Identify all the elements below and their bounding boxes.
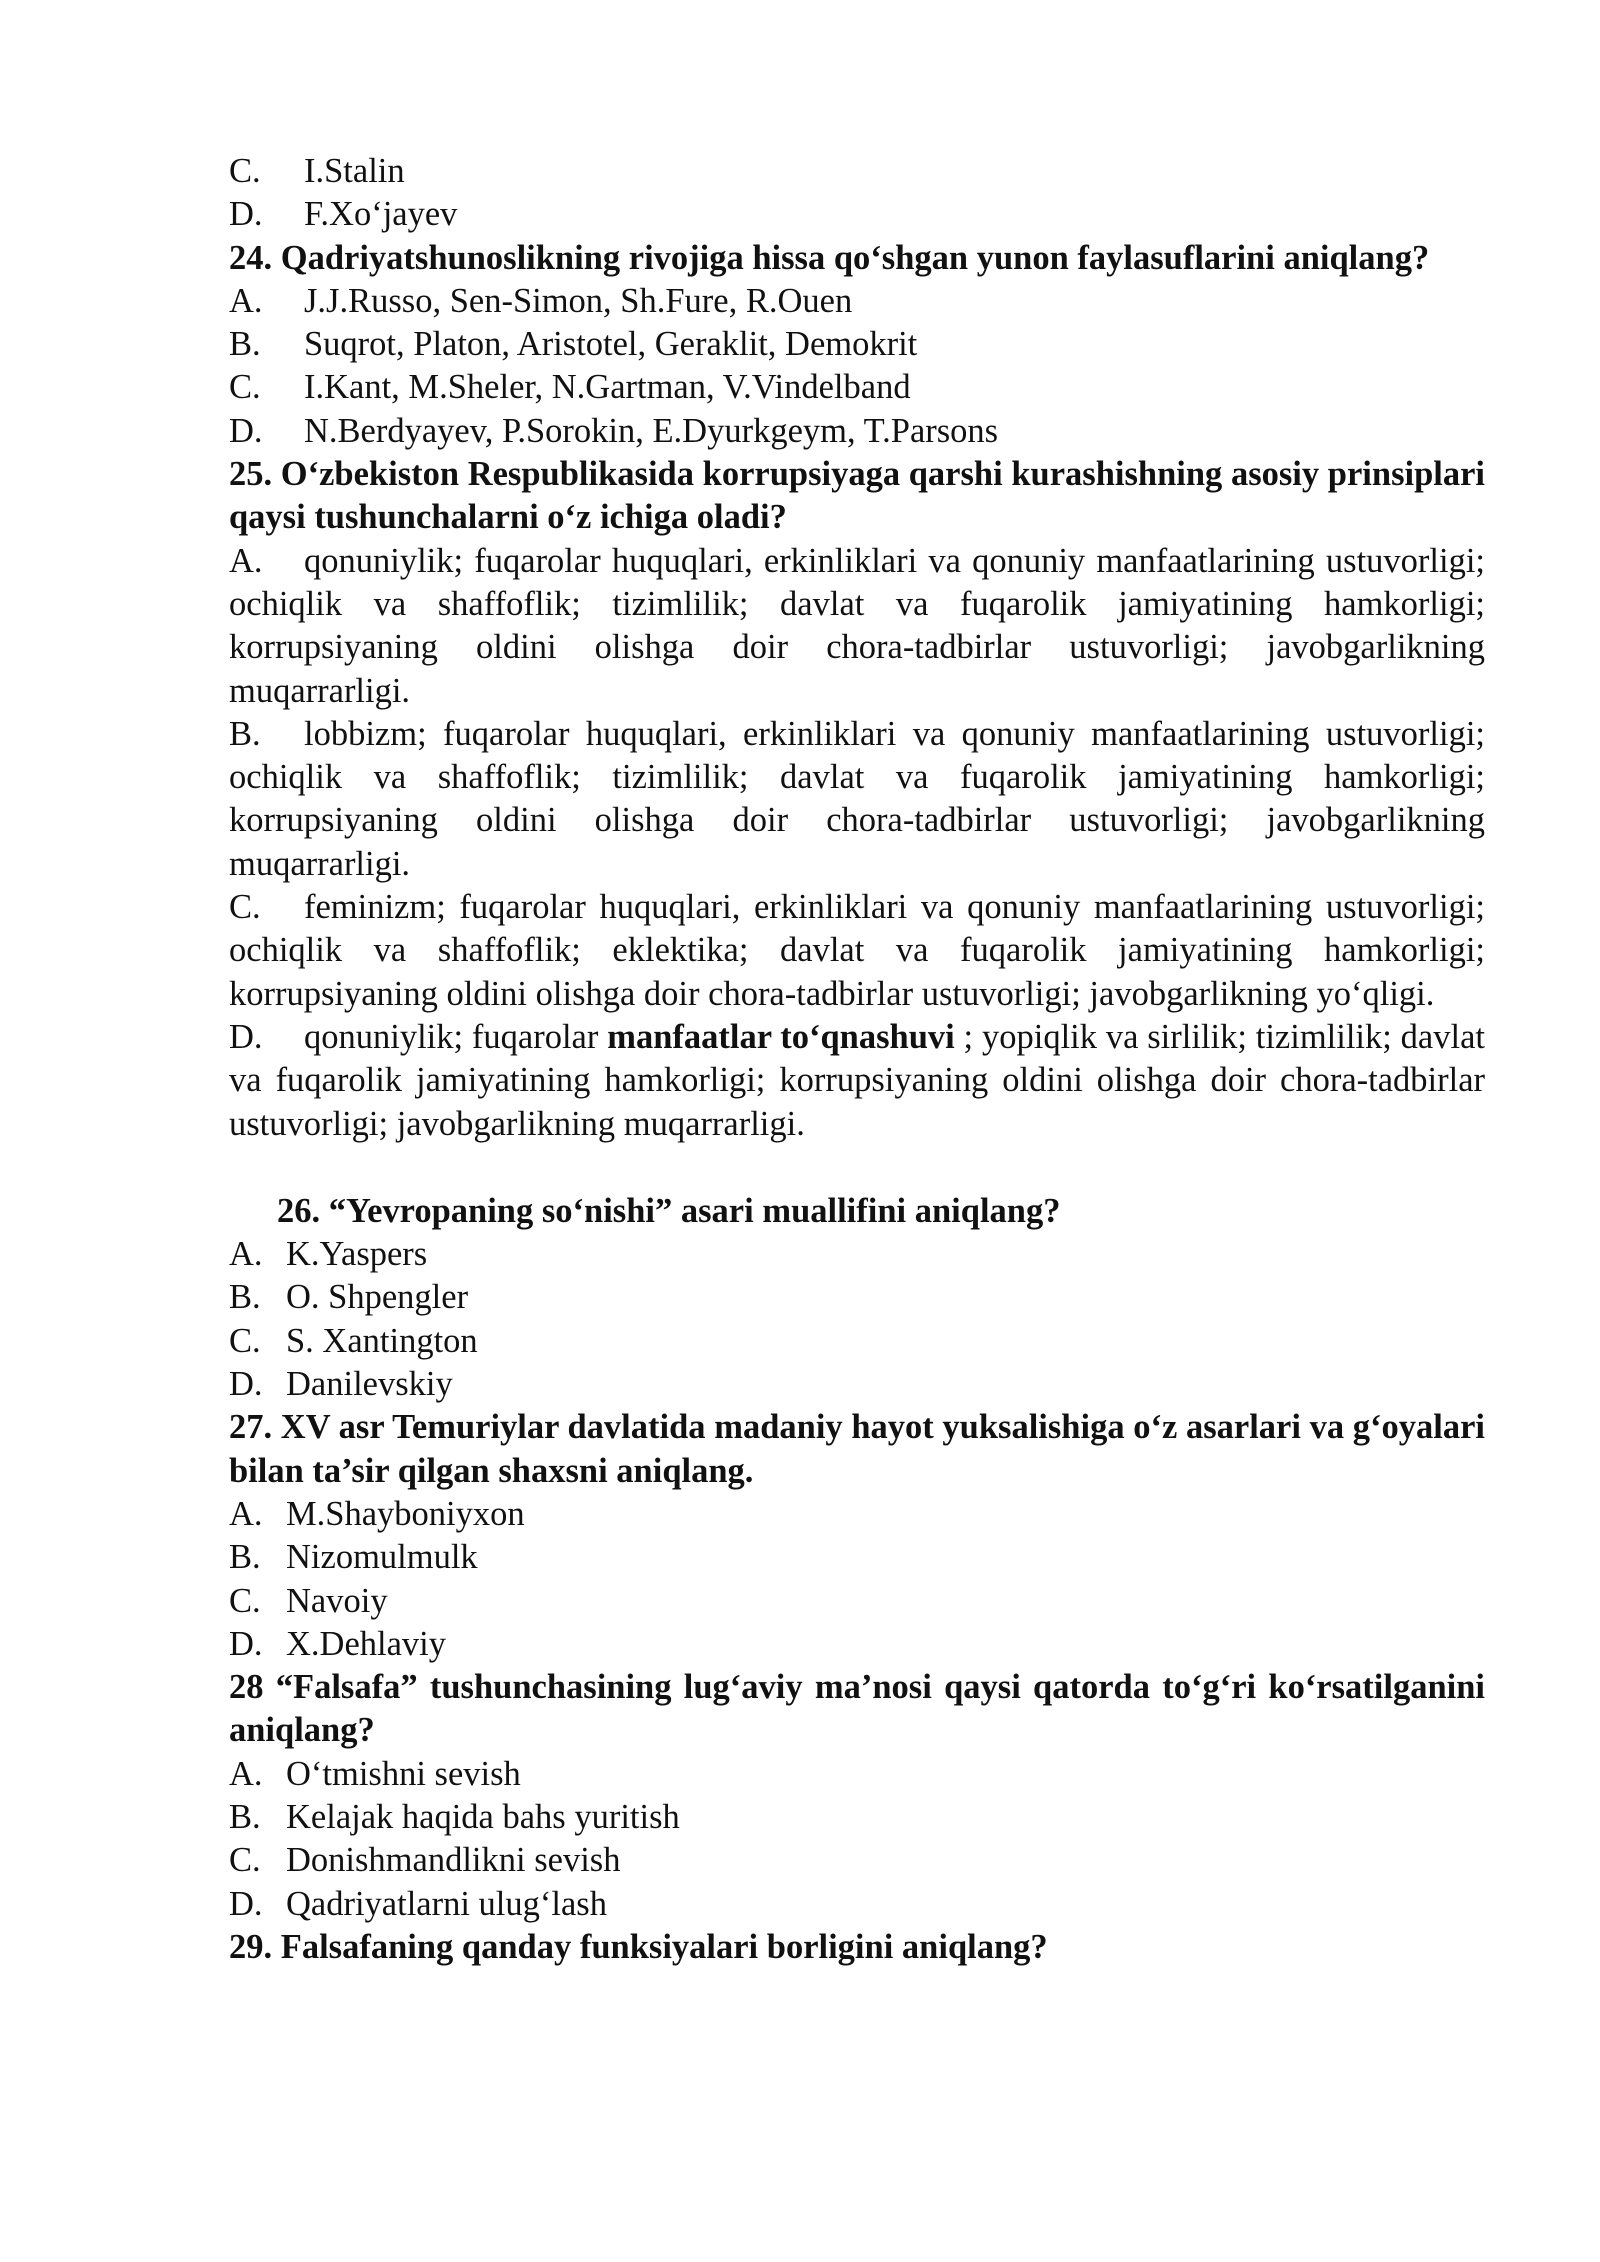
question-28-options: [229, 1753, 1485, 1926]
option-letter: D.: [229, 411, 263, 450]
question-25: 25. O‘zbekiston Respublikasida korrupsiyaga qarshi kurashishning asosiy prinsiplari qaysi tushunchalarni o‘z ichiga oladi?: [229, 455, 1485, 537]
option-letter: D.: [229, 1884, 263, 1923]
option-text: X.Dehlaviy: [286, 1624, 447, 1663]
option-text: lobbizm; fuqarolar huquqlari, erkinliklari va qonuniy manfaatlarining ustuvorligi; ochiqlik va shaffoflik; tizimlilik; davlat va fuqarolik jamiyatining hamkorligi; korrupsiyaning oldini olishga doir chora-tadbirlar ustuvorligi; javobgarlikning muqarrarligi.: [229, 714, 1485, 883]
answer-option: [229, 150, 1485, 193]
option-letter: D.: [229, 195, 263, 234]
option-text: O‘tmishni sevish: [286, 1754, 521, 1793]
question-27-options: [229, 1493, 1485, 1666]
answer-option: [229, 1493, 1485, 1536]
option-text: K.Yaspers: [286, 1235, 428, 1274]
option-text: Qadriyatlarni ulug‘lash: [286, 1884, 607, 1923]
question-26: 26. “Yevropaning so‘nishi” asari muallifini aniqlang?: [277, 1191, 1061, 1230]
option-text: Suqrot, Platon, Aristotel, Geraklit, Demokrit: [304, 325, 918, 364]
answer-option: [229, 366, 1485, 409]
option-text: O. Shpengler: [286, 1278, 469, 1317]
answer-option: [229, 886, 1485, 1016]
option-text-after: ; yopiqlik va sirlilik; tizimlilik; davlat va fuqarolik jamiyatining hamkorligi; korrupsiyaning oldini olishga doir chora-tadbirlar ustuvorligi; javobgarlikning muqarrarligi.: [229, 1017, 1485, 1143]
option-text-before: qonuniylik; fuqarolar: [304, 1017, 608, 1056]
option-letter: B.: [229, 1797, 261, 1836]
option-letter: B.: [229, 1538, 261, 1577]
answer-option: [229, 713, 1485, 886]
option-letter: C.: [229, 888, 261, 927]
option-letter: A.: [229, 1494, 263, 1533]
answer-option: [229, 1363, 1485, 1406]
option-letter: C.: [229, 1841, 261, 1880]
option-text: Navoiy: [286, 1581, 388, 1620]
option-letter: B.: [229, 1278, 261, 1317]
question-29: 29. Falsafaning qanday funksiyalari borligini aniqlang?: [229, 1927, 1048, 1966]
option-letter: A.: [229, 541, 263, 580]
option-letter: C.: [229, 1321, 261, 1360]
answer-option: [229, 1276, 1485, 1319]
option-text-bold: manfaatlar to‘qnashuvi: [607, 1017, 955, 1056]
answer-option: [229, 1839, 1485, 1882]
answer-option: [229, 323, 1485, 366]
question-27: 27. XV asr Temuriylar davlatida madaniy hayot yuksalishiga o‘z asarlari va g‘oyalari bilan ta’sir qilgan shaxsni aniqlang.: [229, 1408, 1485, 1490]
option-text: I.Stalin: [304, 152, 405, 190]
option-letter: B.: [229, 714, 261, 753]
option-text: qonuniylik; fuqarolar huquqlari, erkinliklari va qonuniy manfaatlarining ustuvorligi; ochiqlik va shaffoflik; tizimlilik; davlat va fuqarolik jamiyatining hamkorligi; korrupsiyaning oldini olishga doir chora-tadbirlar ustuvorligi; javobgarlikning muqarrarligi.: [229, 541, 1485, 710]
answer-option: [229, 1320, 1485, 1363]
prev-question-options: [229, 150, 1485, 237]
question-25-options: [229, 540, 1485, 1146]
option-letter: A.: [229, 1754, 263, 1793]
question-24-options: [229, 280, 1485, 453]
option-text: S. Xantington: [286, 1321, 478, 1360]
answer-option: [229, 193, 1485, 236]
answer-option: [229, 1580, 1485, 1623]
document-page: [229, 150, 1485, 1969]
answer-option: [229, 410, 1485, 453]
spacer: [229, 1146, 1485, 1190]
question-28: 28 “Falsafa” tushunchasining lug‘aviy ma’nosi qaysi qatorda to‘g‘ri ko‘rsatilganini aniqlang?: [229, 1668, 1485, 1750]
answer-option: [229, 1796, 1485, 1839]
answer-option: [229, 1233, 1485, 1276]
option-letter: C.: [229, 368, 261, 407]
option-letter: D.: [229, 1365, 263, 1404]
option-text: Donishmandlikni sevish: [286, 1841, 621, 1880]
option-text: F.Xo‘jayev: [304, 195, 458, 234]
option-letter: C.: [229, 1581, 261, 1620]
option-text: Nizomulmulk: [286, 1538, 478, 1577]
option-letter: A.: [229, 1235, 263, 1274]
option-text: feminizm; fuqarolar huquqlari, erkinliklari va qonuniy manfaatlarining ustuvorligi; ochiqlik va shaffoflik; eklektika; davlat va fuqarolik jamiyatining hamkorligi; korrupsiyaning oldini olishga doir chora-tadbirlar ustuvorligi; javobgarlikning yo‘qligi.: [229, 888, 1485, 1013]
option-letter: C.: [229, 152, 261, 190]
option-text: Kelajak haqida bahs yuritish: [286, 1797, 680, 1836]
answer-option: [229, 1883, 1485, 1926]
answer-option: [229, 540, 1485, 713]
question-26-options: [229, 1233, 1485, 1406]
answer-option: [229, 280, 1485, 323]
option-letter: D.: [229, 1017, 263, 1056]
answer-option: [229, 1016, 1485, 1146]
question-24: 24. Qadriyatshunoslikning rivojiga hissa qo‘shgan yunon faylasuflarini aniqlang?: [229, 238, 1430, 277]
option-text: Danilevskiy: [286, 1365, 453, 1404]
option-text: N.Berdyayev, P.Sorokin, E.Dyurkgeym, T.Parsons: [304, 411, 999, 450]
answer-option: [229, 1753, 1485, 1796]
option-text: J.J.Russo, Sen-Simon, Sh.Fure, R.Ouen: [304, 281, 853, 320]
option-text: M.Shayboniyxon: [286, 1494, 525, 1533]
option-letter: A.: [229, 281, 263, 320]
answer-option: [229, 1536, 1485, 1579]
option-letter: D.: [229, 1624, 263, 1663]
option-text: I.Kant, M.Sheler, N.Gartman, V.Vindelband: [304, 368, 911, 407]
option-letter: B.: [229, 325, 261, 364]
answer-option: [229, 1623, 1485, 1666]
